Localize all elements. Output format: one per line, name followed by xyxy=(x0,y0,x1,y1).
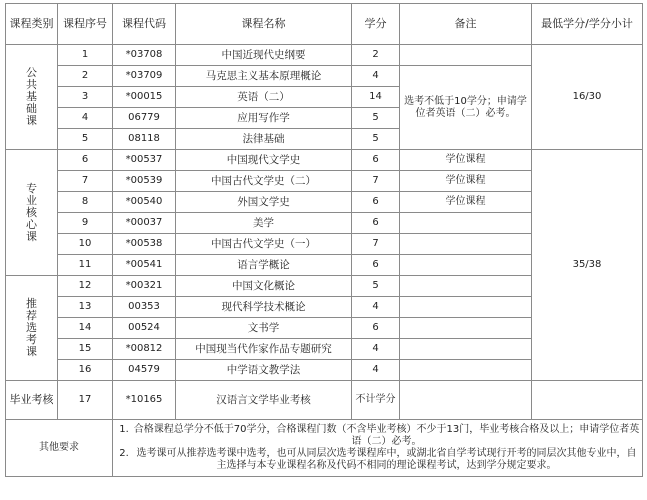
cell-seq: 10 xyxy=(58,234,113,255)
cell-note xyxy=(400,339,532,360)
cell-code: *03709 xyxy=(113,66,176,87)
cell-seq: 7 xyxy=(58,171,113,192)
cell-credits: 7 xyxy=(352,171,400,192)
cell-code: *00539 xyxy=(113,171,176,192)
cell-seq: 16 xyxy=(58,360,113,381)
other-item-text: 选考课可从推荐选考课中选考，也可从同层次选考课程库中，或湖北省自学考试现行开考的同层次其他专业中，自主选择与本专业课程名称及代码不相同的理论课程考试，达到学分规定要求。 xyxy=(136,448,637,471)
other-label: 其他要求 xyxy=(6,420,113,477)
cell-code: 04579 xyxy=(113,360,176,381)
cell-min xyxy=(532,381,643,420)
cell-note xyxy=(400,234,532,255)
cell-code: *00538 xyxy=(113,234,176,255)
cell-name: 语言学概论 xyxy=(176,255,352,276)
cell-name: 法律基础 xyxy=(176,129,352,150)
cell-seq: 9 xyxy=(58,213,113,234)
cell-seq: 12 xyxy=(58,276,113,297)
cell-seq: 17 xyxy=(58,381,113,420)
cell-credits: 4 xyxy=(352,360,400,381)
header-credits: 学分 xyxy=(352,4,400,45)
cell-seq: 2 xyxy=(58,66,113,87)
cell-credits: 6 xyxy=(352,213,400,234)
cell-name: 应用写作学 xyxy=(176,108,352,129)
cell-seq: 8 xyxy=(58,192,113,213)
cell-name: 中国现当代作家作品专题研究 xyxy=(176,339,352,360)
note-public: 选考不低于10学分；申请学位者英语（二）必考。 xyxy=(400,66,532,150)
header-note: 备注 xyxy=(400,4,532,45)
cell-code: *00541 xyxy=(113,255,176,276)
cell-seq: 1 xyxy=(58,45,113,66)
cell-credits: 6 xyxy=(352,150,400,171)
cell-note xyxy=(400,318,532,339)
cell-note xyxy=(400,381,532,420)
cell-credits: 7 xyxy=(352,234,400,255)
cell-name: 现代科学技术概论 xyxy=(176,297,352,318)
cell-seq: 15 xyxy=(58,339,113,360)
cell-code: 00524 xyxy=(113,318,176,339)
cell-code: 08118 xyxy=(113,129,176,150)
other-text xyxy=(113,420,643,477)
cell-credits: 6 xyxy=(352,318,400,339)
table-row xyxy=(6,381,643,420)
cell-code: 06779 xyxy=(113,108,176,129)
other-item-number: 2. xyxy=(119,448,129,459)
other-item xyxy=(115,424,640,448)
curriculum-table xyxy=(5,3,643,477)
cell-seq: 6 xyxy=(58,150,113,171)
cell-seq: 3 xyxy=(58,87,113,108)
cell-credits: 6 xyxy=(352,192,400,213)
other-requirements-row xyxy=(6,420,643,477)
header-min: 最低学分/学分小计 xyxy=(532,4,643,45)
cell-note xyxy=(400,360,532,381)
cell-credits: 4 xyxy=(352,339,400,360)
table-row xyxy=(6,45,643,66)
table-row xyxy=(6,150,643,171)
other-item xyxy=(115,448,640,472)
cell-credits: 5 xyxy=(352,276,400,297)
cell-credits: 2 xyxy=(352,45,400,66)
cell-code: *10165 xyxy=(113,381,176,420)
cell-code: *00037 xyxy=(113,213,176,234)
header-seq: 课程序号 xyxy=(58,4,113,45)
cell-name: 中国古代文学史（一） xyxy=(176,234,352,255)
cell-name: 美学 xyxy=(176,213,352,234)
cell-code: 00353 xyxy=(113,297,176,318)
cell-code: *00537 xyxy=(113,150,176,171)
cell-name: 中学语文教学法 xyxy=(176,360,352,381)
header-category: 课程类别 xyxy=(6,4,58,45)
cell-seq: 11 xyxy=(58,255,113,276)
min-public: 16/30 xyxy=(532,45,643,150)
cell-name: 文书学 xyxy=(176,318,352,339)
cell-seq: 5 xyxy=(58,129,113,150)
cell-note: 学位课程 xyxy=(400,171,532,192)
cell-credits: 5 xyxy=(352,129,400,150)
other-item-text: 合格课程总学分不低于70学分，合格课程门数（不含毕业考核）不少于13门，毕业考核合格及以上；申请学位者英语（二）必考。 xyxy=(133,424,640,447)
cell-note xyxy=(400,255,532,276)
cell-name: 中国古代文学史（二） xyxy=(176,171,352,192)
cell-name: 英语（二） xyxy=(176,87,352,108)
cell-name: 外国文学史 xyxy=(176,192,352,213)
category-graduation: 毕业考核 xyxy=(6,381,58,420)
cell-seq: 13 xyxy=(58,297,113,318)
category-recommended: 推荐选考课 xyxy=(6,276,58,381)
cell-seq: 4 xyxy=(58,108,113,129)
cell-credits: 5 xyxy=(352,108,400,129)
cell-note xyxy=(400,276,532,297)
other-item-number: 1. xyxy=(119,424,129,435)
cell-name: 中国文化概论 xyxy=(176,276,352,297)
cell-note xyxy=(400,45,532,66)
cell-code: *00321 xyxy=(113,276,176,297)
cell-note: 学位课程 xyxy=(400,192,532,213)
cell-code: *00540 xyxy=(113,192,176,213)
category-public: 公共基础课 xyxy=(6,45,58,150)
cell-credits: 6 xyxy=(352,255,400,276)
cell-credits: 4 xyxy=(352,66,400,87)
cell-name: 中国近现代史纲要 xyxy=(176,45,352,66)
cell-note: 学位课程 xyxy=(400,150,532,171)
cell-credits: 4 xyxy=(352,297,400,318)
cell-name: 中国现代文学史 xyxy=(176,150,352,171)
header-row xyxy=(6,4,643,45)
cell-credits: 14 xyxy=(352,87,400,108)
cell-note xyxy=(400,297,532,318)
cell-name: 汉语言文学毕业考核 xyxy=(176,381,352,420)
cell-name: 马克思主义基本原理概论 xyxy=(176,66,352,87)
header-name: 课程名称 xyxy=(176,4,352,45)
cell-seq: 14 xyxy=(58,318,113,339)
cell-code: *00812 xyxy=(113,339,176,360)
header-code: 课程代码 xyxy=(113,4,176,45)
cell-note xyxy=(400,213,532,234)
min-core: 35/38 xyxy=(532,150,643,381)
cell-code: *03708 xyxy=(113,45,176,66)
category-core: 专业核心课 xyxy=(6,150,58,276)
cell-code: *00015 xyxy=(113,87,176,108)
cell-credits: 不计学分 xyxy=(352,381,400,420)
